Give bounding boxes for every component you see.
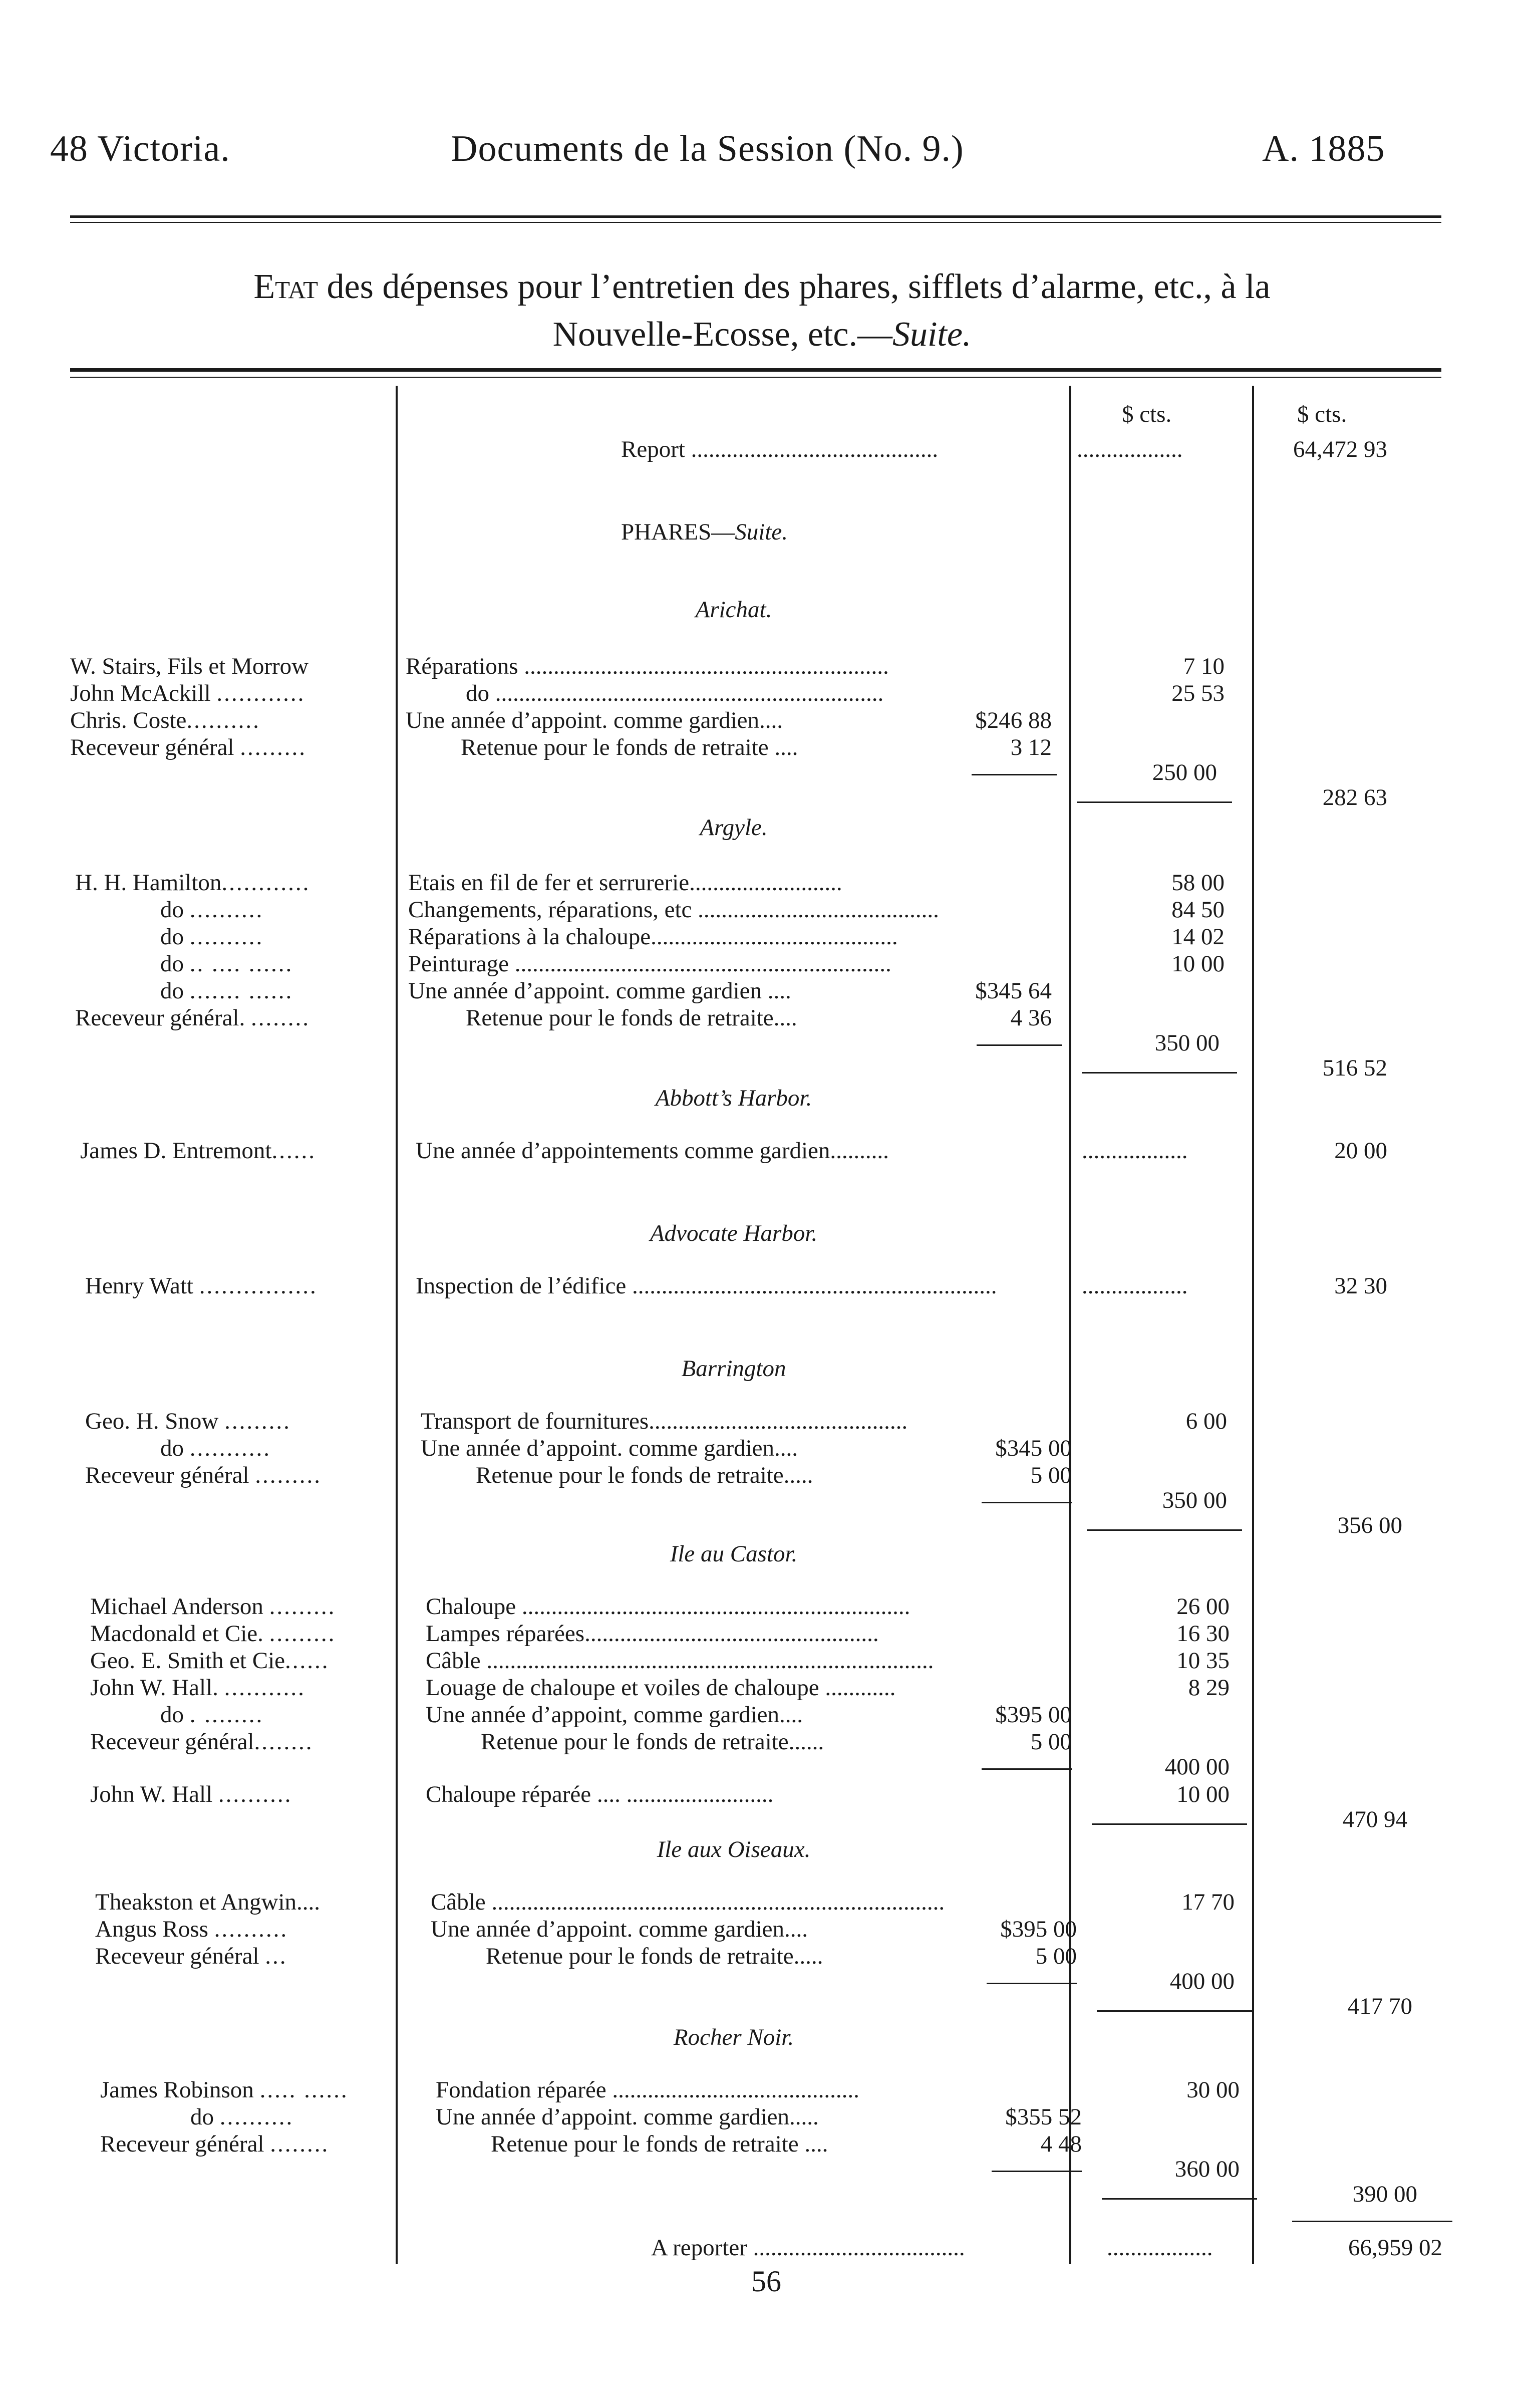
payee-name: Theakston et Angwin.... [95,1889,321,1915]
payee-name: Chris. Coste.......... [70,707,260,733]
subtotal-rule [1092,1823,1247,1825]
expense-description: Transport de fournitures............................................ [421,1408,908,1434]
expense-description: Chaloupe réparée .... ......................... [426,1781,774,1807]
payee-name: Macdonald et Cie. ......... [90,1621,336,1647]
expense-amount: 10 35 [1176,1648,1230,1674]
expense-description: Chaloupe .................................................................. [426,1593,910,1620]
section-heading: Argyle. [700,815,768,841]
subtotal-rule [1077,801,1232,803]
inner-amount: 4 36 [1010,1005,1052,1031]
payee-name: Geo. H. Snow ......... [85,1408,291,1434]
payee-name: James Robinson ..... ...... [100,2077,349,2103]
section-heading: Barrington [681,1356,786,1382]
inner-amount: $395 00 [995,1702,1072,1728]
expense-description: Réparations .............................................................. [406,653,889,679]
payee-name: John McAckill ............ [70,680,306,706]
inner-amount: 5 00 [1035,1943,1077,1969]
expense-description: Retenue pour le fonds de retraite..... [486,1943,823,1969]
title-lead: Etat [253,267,319,306]
expense-description: Etais en fil de fer et serrurerie.......................... [408,870,842,896]
expense-description: Retenue pour le fonds de retraite .... [491,2131,828,2157]
expense-description: Changements, réparations, etc ......................................... [408,897,939,923]
section-subtotal: 250 00 [1152,759,1217,785]
total-rule [1292,2221,1452,2222]
section-total: 32 30 [1334,1273,1387,1299]
payee-name: Geo. E. Smith et Cie...... [90,1648,330,1674]
payee-name: Receveur général. ........ [75,1005,310,1031]
payee-name: Michael Anderson ......... [90,1593,336,1620]
payee-name: W. Stairs, Fils et Morrow [70,653,309,679]
inner-amount: 3 12 [1010,734,1052,760]
expense-description: do .................................................................. [466,680,884,706]
column-header-total: $ cts. [1297,401,1347,427]
subtotal-rule [987,1983,1077,1984]
payee-name: Angus Ross .......... [95,1916,288,1942]
inner-amount: $246 88 [975,707,1052,733]
expense-description: Retenue pour le fonds de retraite..... [476,1462,813,1488]
section-subtotal: 350 00 [1162,1487,1227,1513]
expense-description: Câble ............................................................................ [426,1648,934,1674]
section-total: 356 00 [1337,1512,1402,1538]
amount-leader: .................. [1082,1138,1188,1164]
payee-name: Receveur général ........ [100,2131,330,2157]
payee-name: John W. Hall .......... [90,1781,292,1807]
expense-amount: 26 00 [1176,1593,1230,1620]
section-total: 516 52 [1322,1055,1387,1081]
header-session: Documents de la Session (No. 9.) [451,128,964,169]
payee-name: H. H. Hamilton............ [75,870,311,896]
payee-name: Henry Watt ................ [85,1273,318,1299]
expense-description: Retenue pour le fonds de retraite.... [466,1005,797,1031]
expense-description: Une année d’appoint. comme gardien.... [406,707,783,733]
expense-amount: 10 00 [1176,1781,1230,1807]
payee-name: do .......... [160,924,264,950]
report-leader: .................. [1077,436,1183,462]
subtotal-rule [1082,1072,1237,1074]
expense-amount: 30 00 [1186,2077,1240,2103]
expense-description: Retenue pour le fonds de retraite...... [481,1729,824,1755]
expense-amount: 58 00 [1171,870,1225,896]
section-total: 417 70 [1347,1993,1412,2019]
inner-amount: $355 52 [1005,2104,1082,2130]
payee-name: do . ........ [160,1702,264,1728]
expense-description: Fondation réparée .......................................... [436,2077,859,2103]
report-value: 64,472 93 [1293,436,1387,462]
subtotal-rule [982,1502,1072,1503]
section-total: 20 00 [1334,1138,1387,1164]
expense-amount: 6 00 [1185,1408,1227,1434]
page-title [80,263,1444,358]
section-heading: Ile au Castor. [670,1541,798,1567]
section-heading: Ile aux Oiseaux. [657,1836,811,1862]
column-header-amount: $ cts. [1122,401,1172,427]
payee-name: James D. Entremont...... [80,1138,316,1164]
expense-description: Peinturage ................................................................ [408,951,891,977]
section-subtotal: 350 00 [1154,1030,1220,1056]
expense-description: Une année d’appoint, comme gardien.... [426,1702,803,1728]
inner-amount: $395 00 [1000,1916,1077,1942]
expense-description: Câble ............................................................................. [431,1889,945,1915]
section-subtotal: 360 00 [1174,2156,1240,2182]
subtotal-rule [992,2171,1082,2172]
top-rule-thin [70,222,1441,223]
inner-amount: 5 00 [1030,1729,1072,1755]
payee-name: John W. Hall. ........... [90,1675,306,1701]
expense-description: Une année d’appoint. comme gardien.... [431,1916,808,1942]
header-volume: 48 Victoria. [50,128,230,169]
header-year: A. 1885 [1262,128,1385,169]
payee-name: Receveur général ......... [70,734,307,760]
subtotal-rule [1102,2198,1257,2200]
expense-description: Retenue pour le fonds de retraite .... [461,734,798,760]
section-heading: Arichat. [695,597,772,623]
title-rule-thin [70,377,1441,378]
subtotal-rule [982,1768,1072,1770]
section-subtotal: 400 00 [1164,1754,1230,1780]
phares-heading: PHARES—Suite. [621,519,788,545]
payee-name: do .......... [160,897,264,923]
expense-amount: 84 50 [1171,897,1225,923]
carry-forward-total: 66,959 02 [1348,2235,1442,2261]
expense-amount: 8 29 [1188,1675,1230,1701]
expense-amount: 10 00 [1171,951,1225,977]
total-column-divider [1252,386,1254,2264]
expense-amount: 7 10 [1183,653,1225,679]
payee-name: Receveur général........ [90,1729,314,1755]
section-total: 390 00 [1352,2181,1417,2207]
section-heading: Abbott’s Harbor. [655,1085,812,1111]
section-total: 470 94 [1342,1806,1407,1832]
subtotal-rule [972,774,1057,775]
expense-description: Réparations à la chaloupe.......................................... [408,924,898,950]
page-number: 56 [751,2265,781,2298]
carry-forward-leader: .................. [1107,2235,1213,2261]
title-rule [70,368,1441,372]
amount-leader: .................. [1082,1273,1188,1299]
payee-name: do ........... [160,1435,271,1461]
payee-name: do ....... ...... [160,978,293,1004]
carry-forward-label: A reporter .................................... [651,2235,965,2261]
subtotal-rule [1097,2010,1252,2012]
payee-name: do .......... [190,2104,294,2130]
section-heading: Rocher Noir. [673,2024,794,2050]
section-subtotal: 400 00 [1169,1968,1235,1994]
expense-description: Une année d’appoint. comme gardien.... [421,1435,798,1461]
expense-description: Lampes réparées.................................................. [426,1621,879,1647]
section-heading: Advocate Harbor. [650,1220,818,1246]
expense-description: Inspection de l’édifice .............................................................. [416,1273,997,1299]
subtotal-rule [977,1044,1062,1046]
expense-description: Une année d’appoint. comme gardien .... [408,978,791,1004]
title-suite: Suite. [892,315,972,354]
expense-description: Louage de chaloupe et voiles de chaloupe ............ [426,1675,896,1701]
expense-amount: 14 02 [1171,924,1225,950]
title-line1: des dépenses pour l’entretien des phares, sifflets d’alarme, etc., à la [327,267,1271,306]
payee-name: Receveur général ... [95,1943,287,1969]
inner-amount: $345 00 [995,1435,1072,1461]
expense-amount: 16 30 [1176,1621,1230,1647]
subtotal-rule [1087,1529,1242,1531]
expense-amount: 17 70 [1181,1889,1235,1915]
inner-amount: 5 00 [1030,1462,1072,1488]
payee-name: do .. .... ...... [160,951,293,977]
expense-amount: 25 53 [1171,680,1225,706]
inner-amount: $345 64 [975,978,1052,1004]
title-line2: Nouvelle-Ecosse, etc.— [552,315,892,354]
section-total: 282 63 [1322,784,1387,811]
expense-description: Une année d’appointements comme gardien.......... [416,1138,889,1164]
top-rule [70,215,1441,218]
expense-description: Une année d’appoint. comme gardien..... [436,2104,819,2130]
inner-amount: 4 48 [1040,2131,1082,2157]
payee-name: Receveur général ......... [85,1462,322,1488]
report-label: Report .......................................... [621,436,939,462]
